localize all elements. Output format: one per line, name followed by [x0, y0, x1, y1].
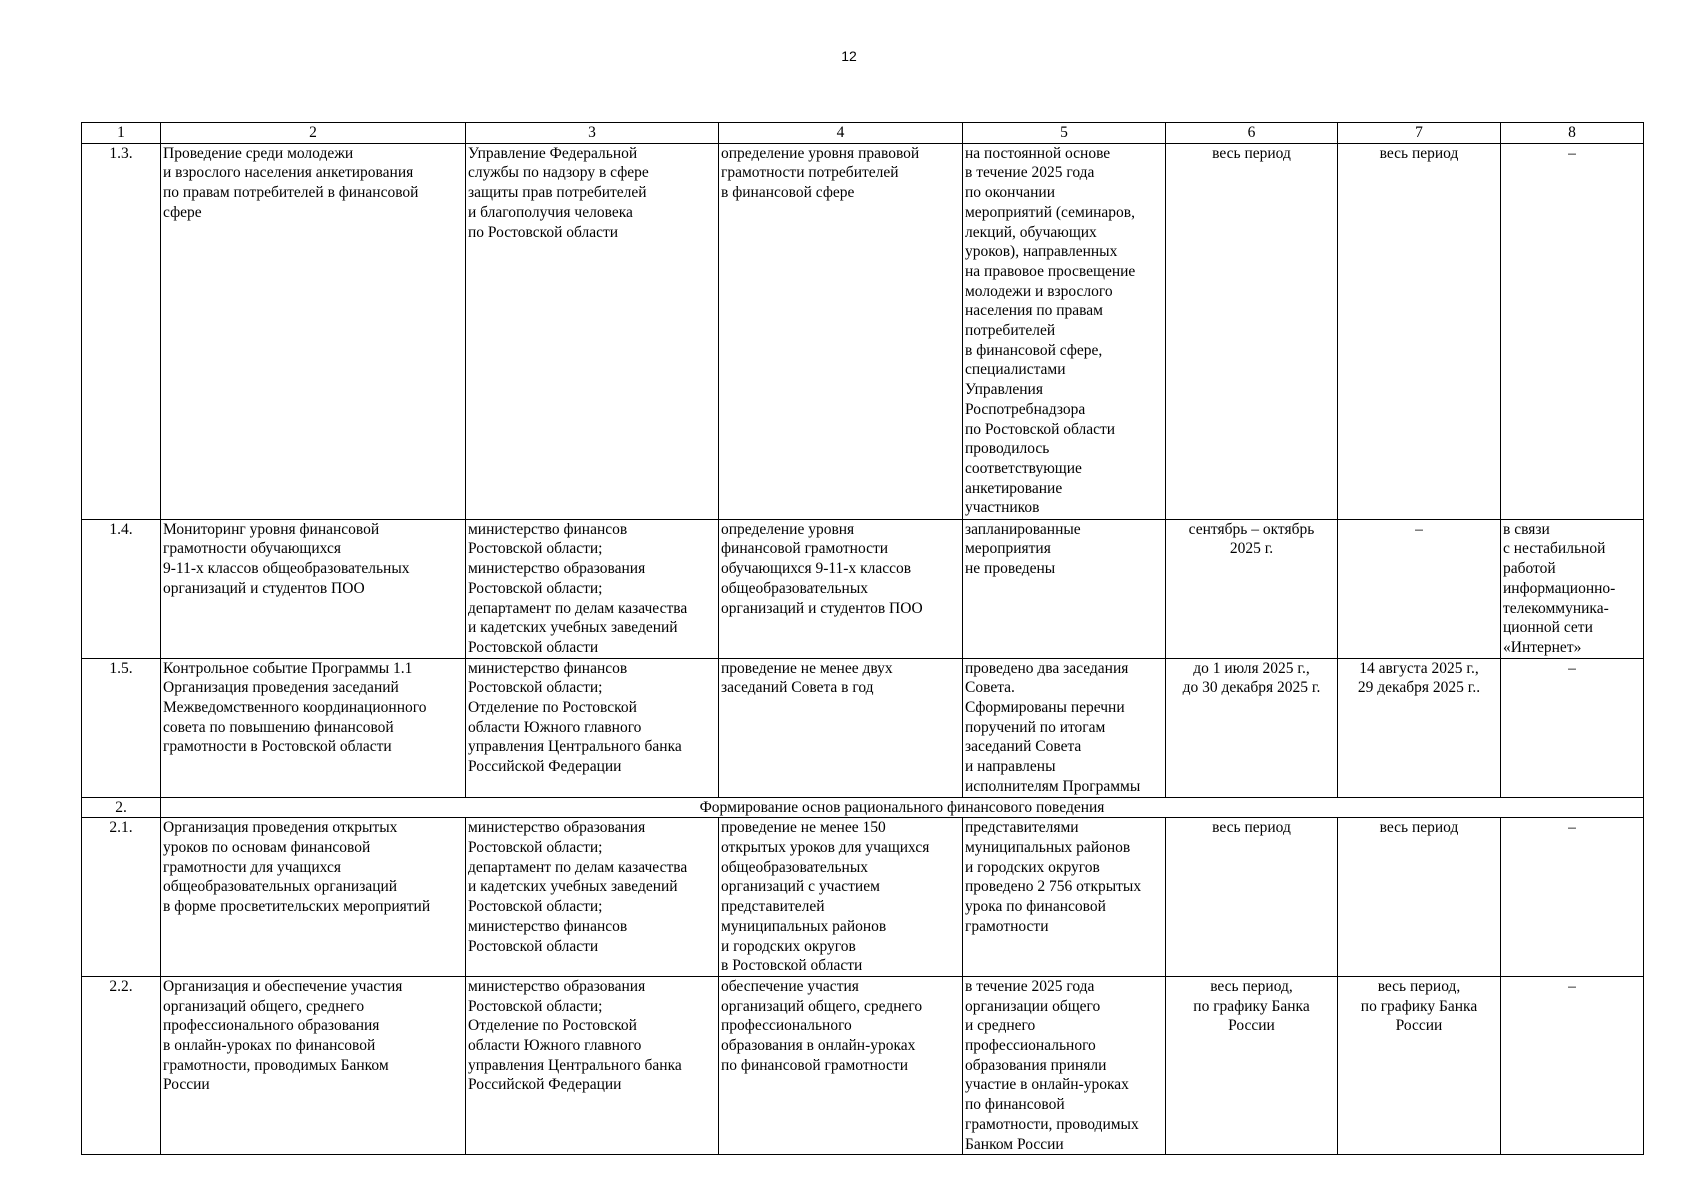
report-table [81, 122, 1644, 1155]
activity-cell: Проведение среди молодежи и взрослого населения анкетирования по правам потребителей в финансовой сфере [161, 143, 466, 519]
expected-result-cell: проведение не менее 150 открытых уроков для учащихся общеобразовательных организаций с участием представителей муниципальных районов и городских округов в Ростовской области [719, 818, 963, 977]
actual-result-cell: на постоянной основе в течение 2025 года по окончании мероприятий (семинаров, лекций, обучающих уроков), направленных на правовое просвещение молодежи и взрослого населения по правам потребителей в финансовой сфере, специалистами Управления Роспотребнадзора по Ростовской области проводилось соответствующие анкетирование участников [963, 143, 1166, 519]
note-cell: в связи с нестабильной работой информационно- телекоммуника- ционной сети «Интернет» [1501, 519, 1644, 658]
executor-cell: министерство финансов Ростовской области; министерство образования Ростовской области; департамент по делам казачества и кадетских учебных заведений Ростовской области [466, 519, 719, 658]
note-cell: – [1501, 818, 1644, 977]
note-cell: – [1501, 658, 1644, 797]
actual-date-cell: весь период [1338, 143, 1501, 519]
column-number-row [82, 123, 1644, 144]
activity-cell: Мониторинг уровня финансовой грамотности обучающихся 9-11-х классов общеобразовательных организаций и студентов ПОО [161, 519, 466, 658]
row-number: 1.4. [82, 519, 161, 658]
column-number: 4 [719, 123, 963, 144]
actual-result-cell: запланированные мероприятия не проведены [963, 519, 1166, 658]
executor-cell: министерство финансов Ростовской области; Отделение по Ростовской области Южного главного управления Центрального банка Российской Федерации [466, 658, 719, 797]
activity-cell: Организация и обеспечение участия организаций общего, среднего профессионального образования в онлайн-уроках по финансовой грамотности, проводимых Банком России [161, 976, 466, 1154]
expected-result-cell: проведение не менее двух заседаний Совета в год [719, 658, 963, 797]
expected-result-cell: определение уровня правовой грамотности потребителей в финансовой сфере [719, 143, 963, 519]
actual-date-cell: весь период, по графику Банка России [1338, 976, 1501, 1154]
section-row [82, 797, 1644, 818]
table-row [82, 143, 1644, 519]
executor-cell: министерство образования Ростовской области; Отделение по Ростовской области Южного главного управления Центрального банка Российской Федерации [466, 976, 719, 1154]
page-number: 12 [841, 48, 857, 64]
expected-result-cell: определение уровня финансовой грамотности обучающихся 9-11-х классов общеобразовательных организаций и студентов ПОО [719, 519, 963, 658]
expected-result-cell: обеспечение участия организаций общего, среднего профессионального образования в онлайн-уроках по финансовой грамотности [719, 976, 963, 1154]
table-row [82, 519, 1644, 658]
column-number: 1 [82, 123, 161, 144]
actual-result-cell: представителями муниципальных районов и городских округов проведено 2 756 открытых урока по финансовой грамотности [963, 818, 1166, 977]
activity-cell: Контрольное событие Программы 1.1 Организация проведения заседаний Межведомственного координационного совета по повышению финансовой грамотности в Ростовской области [161, 658, 466, 797]
row-number: 1.5. [82, 658, 161, 797]
column-number: 3 [466, 123, 719, 144]
executor-cell: Управление Федеральной службы по надзору в сфере защиты прав потребителей и благополучия человека по Ростовской области [466, 143, 719, 519]
actual-result-cell: в течение 2025 года организации общего и среднего профессионального образования приняли участие в онлайн-уроках по финансовой грамотности, проводимых Банком России [963, 976, 1166, 1154]
planned-date-cell: сентябрь – октябрь 2025 г. [1166, 519, 1338, 658]
planned-date-cell: весь период, по графику Банка России [1166, 976, 1338, 1154]
activity-cell: Организация проведения открытых уроков по основам финансовой грамотности для учащихся общеобразовательных организаций в форме просветительских мероприятий [161, 818, 466, 977]
planned-date-cell: весь период [1166, 818, 1338, 977]
actual-date-cell: весь период [1338, 818, 1501, 977]
actual-result-cell: проведено два заседания Совета. Сформированы перечни поручений по итогам заседаний Совета и направлены исполнителям Программы [963, 658, 1166, 797]
note-cell: – [1501, 976, 1644, 1154]
row-number: 2.2. [82, 976, 161, 1154]
table-row [82, 976, 1644, 1154]
section-title: Формирование основ рационального финансового поведения [161, 797, 1644, 818]
actual-date-cell: 14 августа 2025 г., 29 декабря 2025 г.. [1338, 658, 1501, 797]
table-row [82, 818, 1644, 977]
column-number: 2 [161, 123, 466, 144]
column-number: 6 [1166, 123, 1338, 144]
section-number: 2. [82, 797, 161, 818]
column-number: 7 [1338, 123, 1501, 144]
column-number: 5 [963, 123, 1166, 144]
column-number: 8 [1501, 123, 1644, 144]
executor-cell: министерство образования Ростовской области; департамент по делам казачества и кадетских учебных заведений Ростовской области; министерство финансов Ростовской области [466, 818, 719, 977]
note-cell: – [1501, 143, 1644, 519]
row-number: 2.1. [82, 818, 161, 977]
table-row [82, 658, 1644, 797]
planned-date-cell: до 1 июля 2025 г., до 30 декабря 2025 г. [1166, 658, 1338, 797]
planned-date-cell: весь период [1166, 143, 1338, 519]
row-number: 1.3. [82, 143, 161, 519]
actual-date-cell: – [1338, 519, 1501, 658]
